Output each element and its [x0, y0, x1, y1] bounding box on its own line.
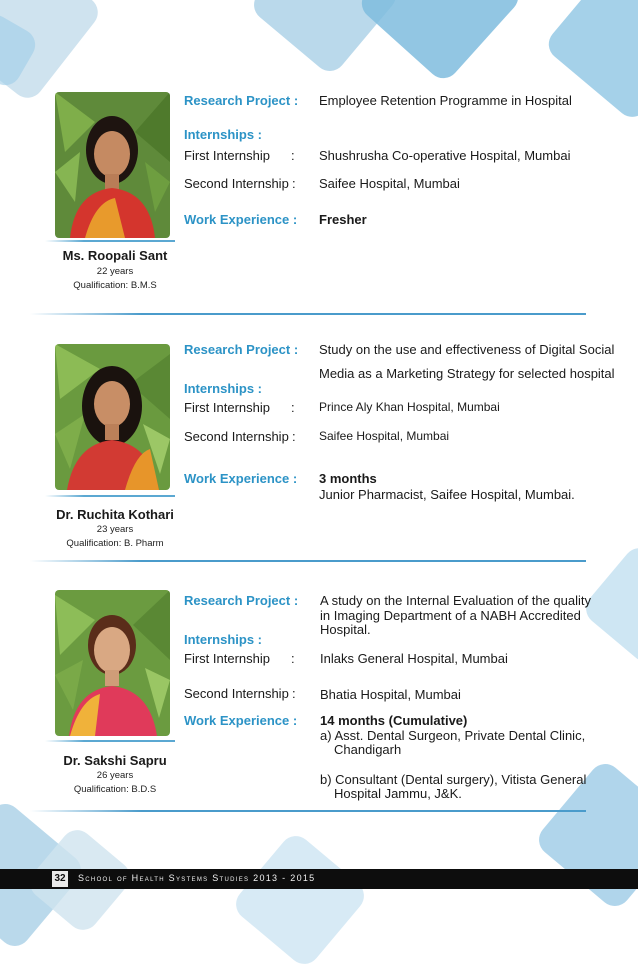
section-divider: [30, 810, 586, 812]
colon: :: [292, 686, 296, 701]
research-project-value-line: A study on the Internal Evaluation of the quality: [320, 593, 592, 608]
page-number: 32: [52, 871, 68, 887]
work-experience-detail: Junior Pharmacist, Saifee Hospital, Mumbai.: [319, 487, 575, 502]
internships-label: Internships :: [184, 632, 263, 647]
work-experience-item: a) Asst. Dental Surgeon, Private Dental Clinic,: [320, 728, 586, 743]
second-internship-label: Second Internship: [184, 429, 289, 444]
first-internship-label: First Internship: [184, 148, 270, 163]
first-internship-label: First Internship: [184, 651, 270, 666]
work-experience-item: Chandigarh: [334, 742, 402, 757]
photo-underline: [45, 240, 175, 242]
profile-photo: [55, 344, 170, 490]
colon: :: [292, 429, 296, 444]
profile-qualification: Qualification: B. Pharm: [66, 538, 164, 549]
profile-photo: [55, 92, 170, 238]
first-internship-label: First Internship: [184, 400, 270, 415]
profile-photo: [55, 590, 170, 736]
research-project-label: Research Project :: [184, 93, 299, 108]
research-project-label: Research Project :: [184, 342, 299, 357]
work-experience-label: Work Experience :: [184, 212, 298, 227]
profile-age: 23 years: [96, 524, 134, 535]
research-project-value: Employee Retention Programme in Hospital: [319, 93, 572, 108]
profile-name: Ms. Roopali Sant: [62, 248, 168, 263]
internships-label: Internships :: [184, 127, 263, 142]
photo-underline: [45, 495, 175, 497]
research-project-value-line: in Imaging Department of a NABH Accredited: [320, 608, 581, 623]
research-project-value-line: Study on the use and effectiveness of Digital Social: [319, 342, 615, 357]
first-internship-value: Shushrusha Co-operative Hospital, Mumbai: [319, 148, 571, 163]
first-internship-value: Prince Aly Khan Hospital, Mumbai: [319, 400, 500, 414]
internships-label: Internships :: [184, 381, 263, 396]
profile-name: Dr. Sakshi Sapru: [63, 753, 167, 768]
section-divider: [30, 313, 586, 315]
background-tile: [355, 0, 524, 85]
second-internship-value: Saifee Hospital, Mumbai: [319, 176, 460, 191]
research-project-value-line: Hospital.: [320, 622, 371, 637]
colon: :: [291, 651, 295, 666]
work-experience-value: 3 months: [319, 471, 377, 486]
work-experience-item: b) Consultant (Dental surgery), Vitista General: [320, 772, 587, 787]
colon: :: [292, 176, 296, 191]
profile-qualification: Qualification: B.D.S: [73, 784, 157, 795]
research-project-label: Research Project :: [184, 593, 299, 608]
second-internship-value: Bhatia Hospital, Mumbai: [320, 687, 461, 702]
research-project-value-line: Media as a Marketing Strategy for selected hospital: [319, 366, 615, 381]
profile-qualification: Qualification: B.M.S: [73, 280, 157, 291]
second-internship-value: Saifee Hospital, Mumbai: [319, 429, 450, 443]
work-experience-value: Fresher: [319, 212, 367, 227]
profile-name: Dr. Ruchita Kothari: [56, 507, 174, 522]
second-internship-label: Second Internship: [184, 176, 289, 191]
work-experience-item: Hospital Jammu, J&K.: [334, 786, 462, 801]
work-experience-value: 14 months (Cumulative): [320, 713, 468, 728]
profile-age: 22 years: [96, 266, 134, 277]
second-internship-label: Second Internship: [184, 686, 289, 701]
work-experience-label: Work Experience :: [184, 471, 298, 486]
section-divider: [30, 560, 586, 562]
profile-age: 26 years: [96, 770, 134, 781]
first-internship-value: Inlaks General Hospital, Mumbai: [320, 651, 508, 666]
background-tile: [230, 830, 371, 970]
photo-underline: [45, 740, 175, 742]
colon: :: [291, 400, 295, 415]
work-experience-label: Work Experience :: [184, 713, 298, 728]
footer-text: School of Health Systems Studies 2013 - 2015: [78, 873, 316, 883]
colon: :: [291, 148, 295, 163]
